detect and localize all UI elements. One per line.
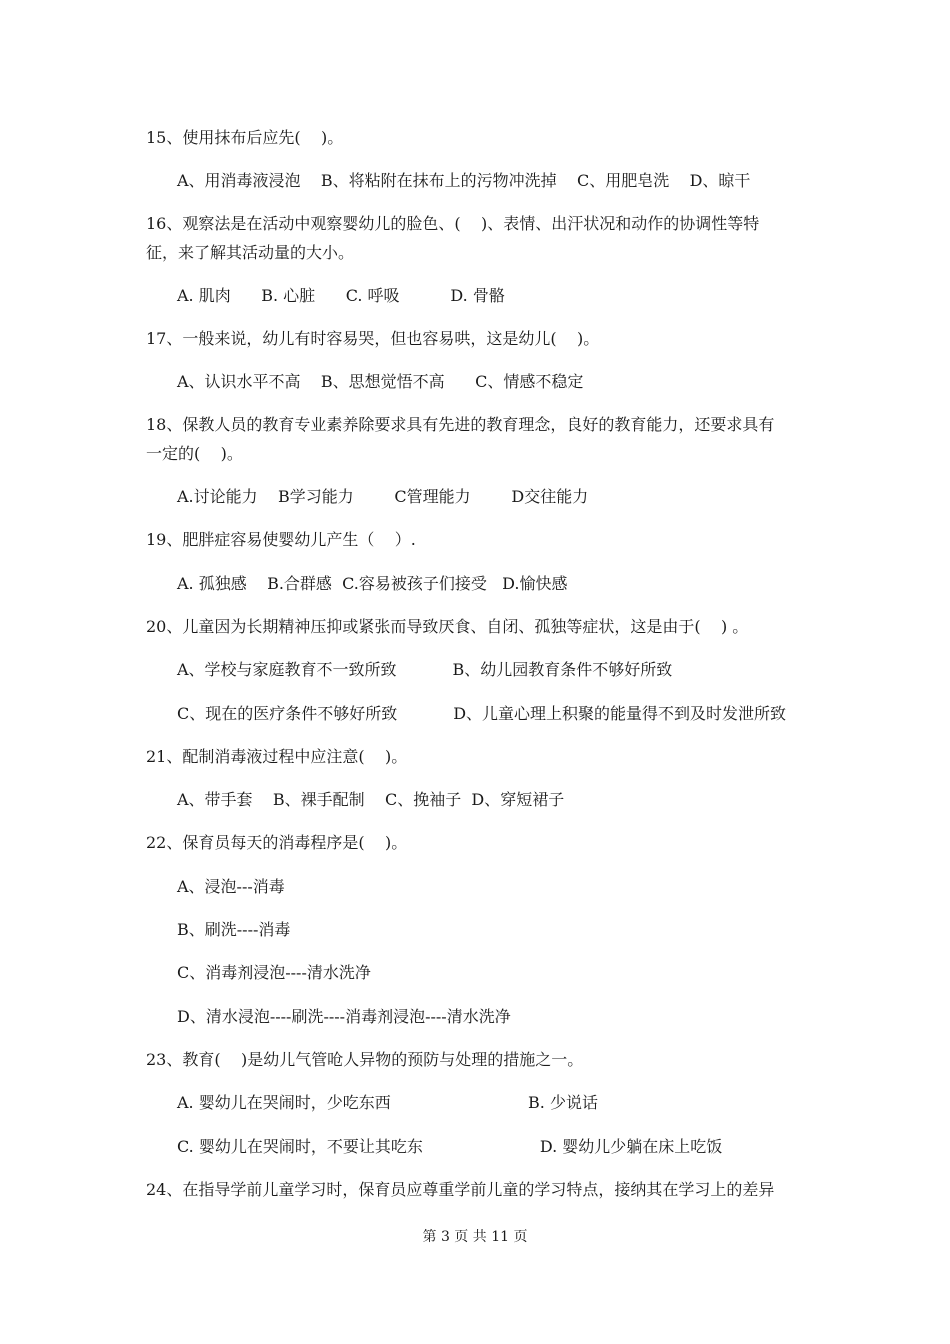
question-22-option-b: B、刷洗----消毒 — [177, 920, 291, 939]
question-17-options: A、认识水平不高 B、思想觉悟不高 C、情感不稳定 — [177, 372, 584, 391]
question-22-option-a: A、浸泡---消毒 — [177, 877, 285, 896]
page-footer: 第 3 页 共 11 页 — [422, 1229, 528, 1245]
question-19-options: A. 孤独感 B.合群感 C.容易被孩子们接受 D.愉快感 — [177, 574, 568, 593]
question-21-options: A、带手套 B、裸手配制 C、挽袖子 D、穿短裙子 — [177, 790, 565, 809]
question-23-options-ab: A. 婴幼儿在哭闹时，少吃东西 B. 少说话 — [177, 1093, 598, 1112]
question-20: 20、儿童因为长期精神压抑或紧张而导致厌食、自闭、孤独等症状，这是由于( ) 。 — [146, 617, 749, 636]
question-16: 16、观察法是在活动中观察婴幼儿的脸色、( )、表情、出汗状况和动作的协调性等特 — [146, 214, 760, 233]
question-18: 18、保教人员的教育专业素养除要求具有先进的教育理念，良好的教育能力，还要求具有 — [146, 415, 775, 434]
question-15: 15、使用抹布后应先( )。 — [146, 128, 344, 147]
question-22: 22、保育员每天的消毒程序是( )。 — [146, 833, 408, 852]
question-17: 17、一般来说，幼儿有时容易哭，但也容易哄，这是幼儿( )。 — [146, 329, 600, 348]
question-22-option-c: C、消毒剂浸泡----清水洗净 — [177, 963, 371, 982]
question-24: 24、在指导学前儿童学习时，保育员应尊重学前儿童的学习特点，接纳其在学习上的差异 — [146, 1180, 775, 1199]
question-15-options: A、用消毒液浸泡 B、将粘附在抹布上的污物冲洗掉 C、用肥皂洗 D、晾干 — [177, 171, 751, 190]
question-20-options-cd: C、现在的医疗条件不够好所致 D、儿童心理上积聚的能量得不到及时发泄所致 — [177, 704, 787, 723]
question-20-options-ab: A、学校与家庭教育不一致所致 B、幼儿园教育条件不够好所致 — [177, 660, 673, 679]
question-23-options-cd: C. 婴幼儿在哭闹时，不要让其吃东 D. 婴幼儿少躺在床上吃饭 — [177, 1137, 723, 1156]
question-23: 23、教育( )是幼儿气管呛人异物的预防与处理的措施之一。 — [146, 1050, 584, 1069]
question-19: 19、肥胖症容易使婴幼儿产生（ ）. — [146, 530, 416, 549]
question-21: 21、配制消毒液过程中应注意( )。 — [146, 747, 408, 766]
question-22-option-d: D、清水浸泡----刷洗----消毒剂浸泡----清水洗净 — [177, 1007, 511, 1026]
question-16-options: A. 肌肉 B. 心脏 C. 呼吸 D. 骨骼 — [177, 286, 505, 305]
question-18-continued: 一定的( )。 — [146, 444, 243, 463]
question-18-options: A.讨论能力 B学习能力 C管理能力 D交往能力 — [177, 487, 589, 506]
question-16-continued: 征，来了解其活动量的大小。 — [146, 243, 355, 262]
